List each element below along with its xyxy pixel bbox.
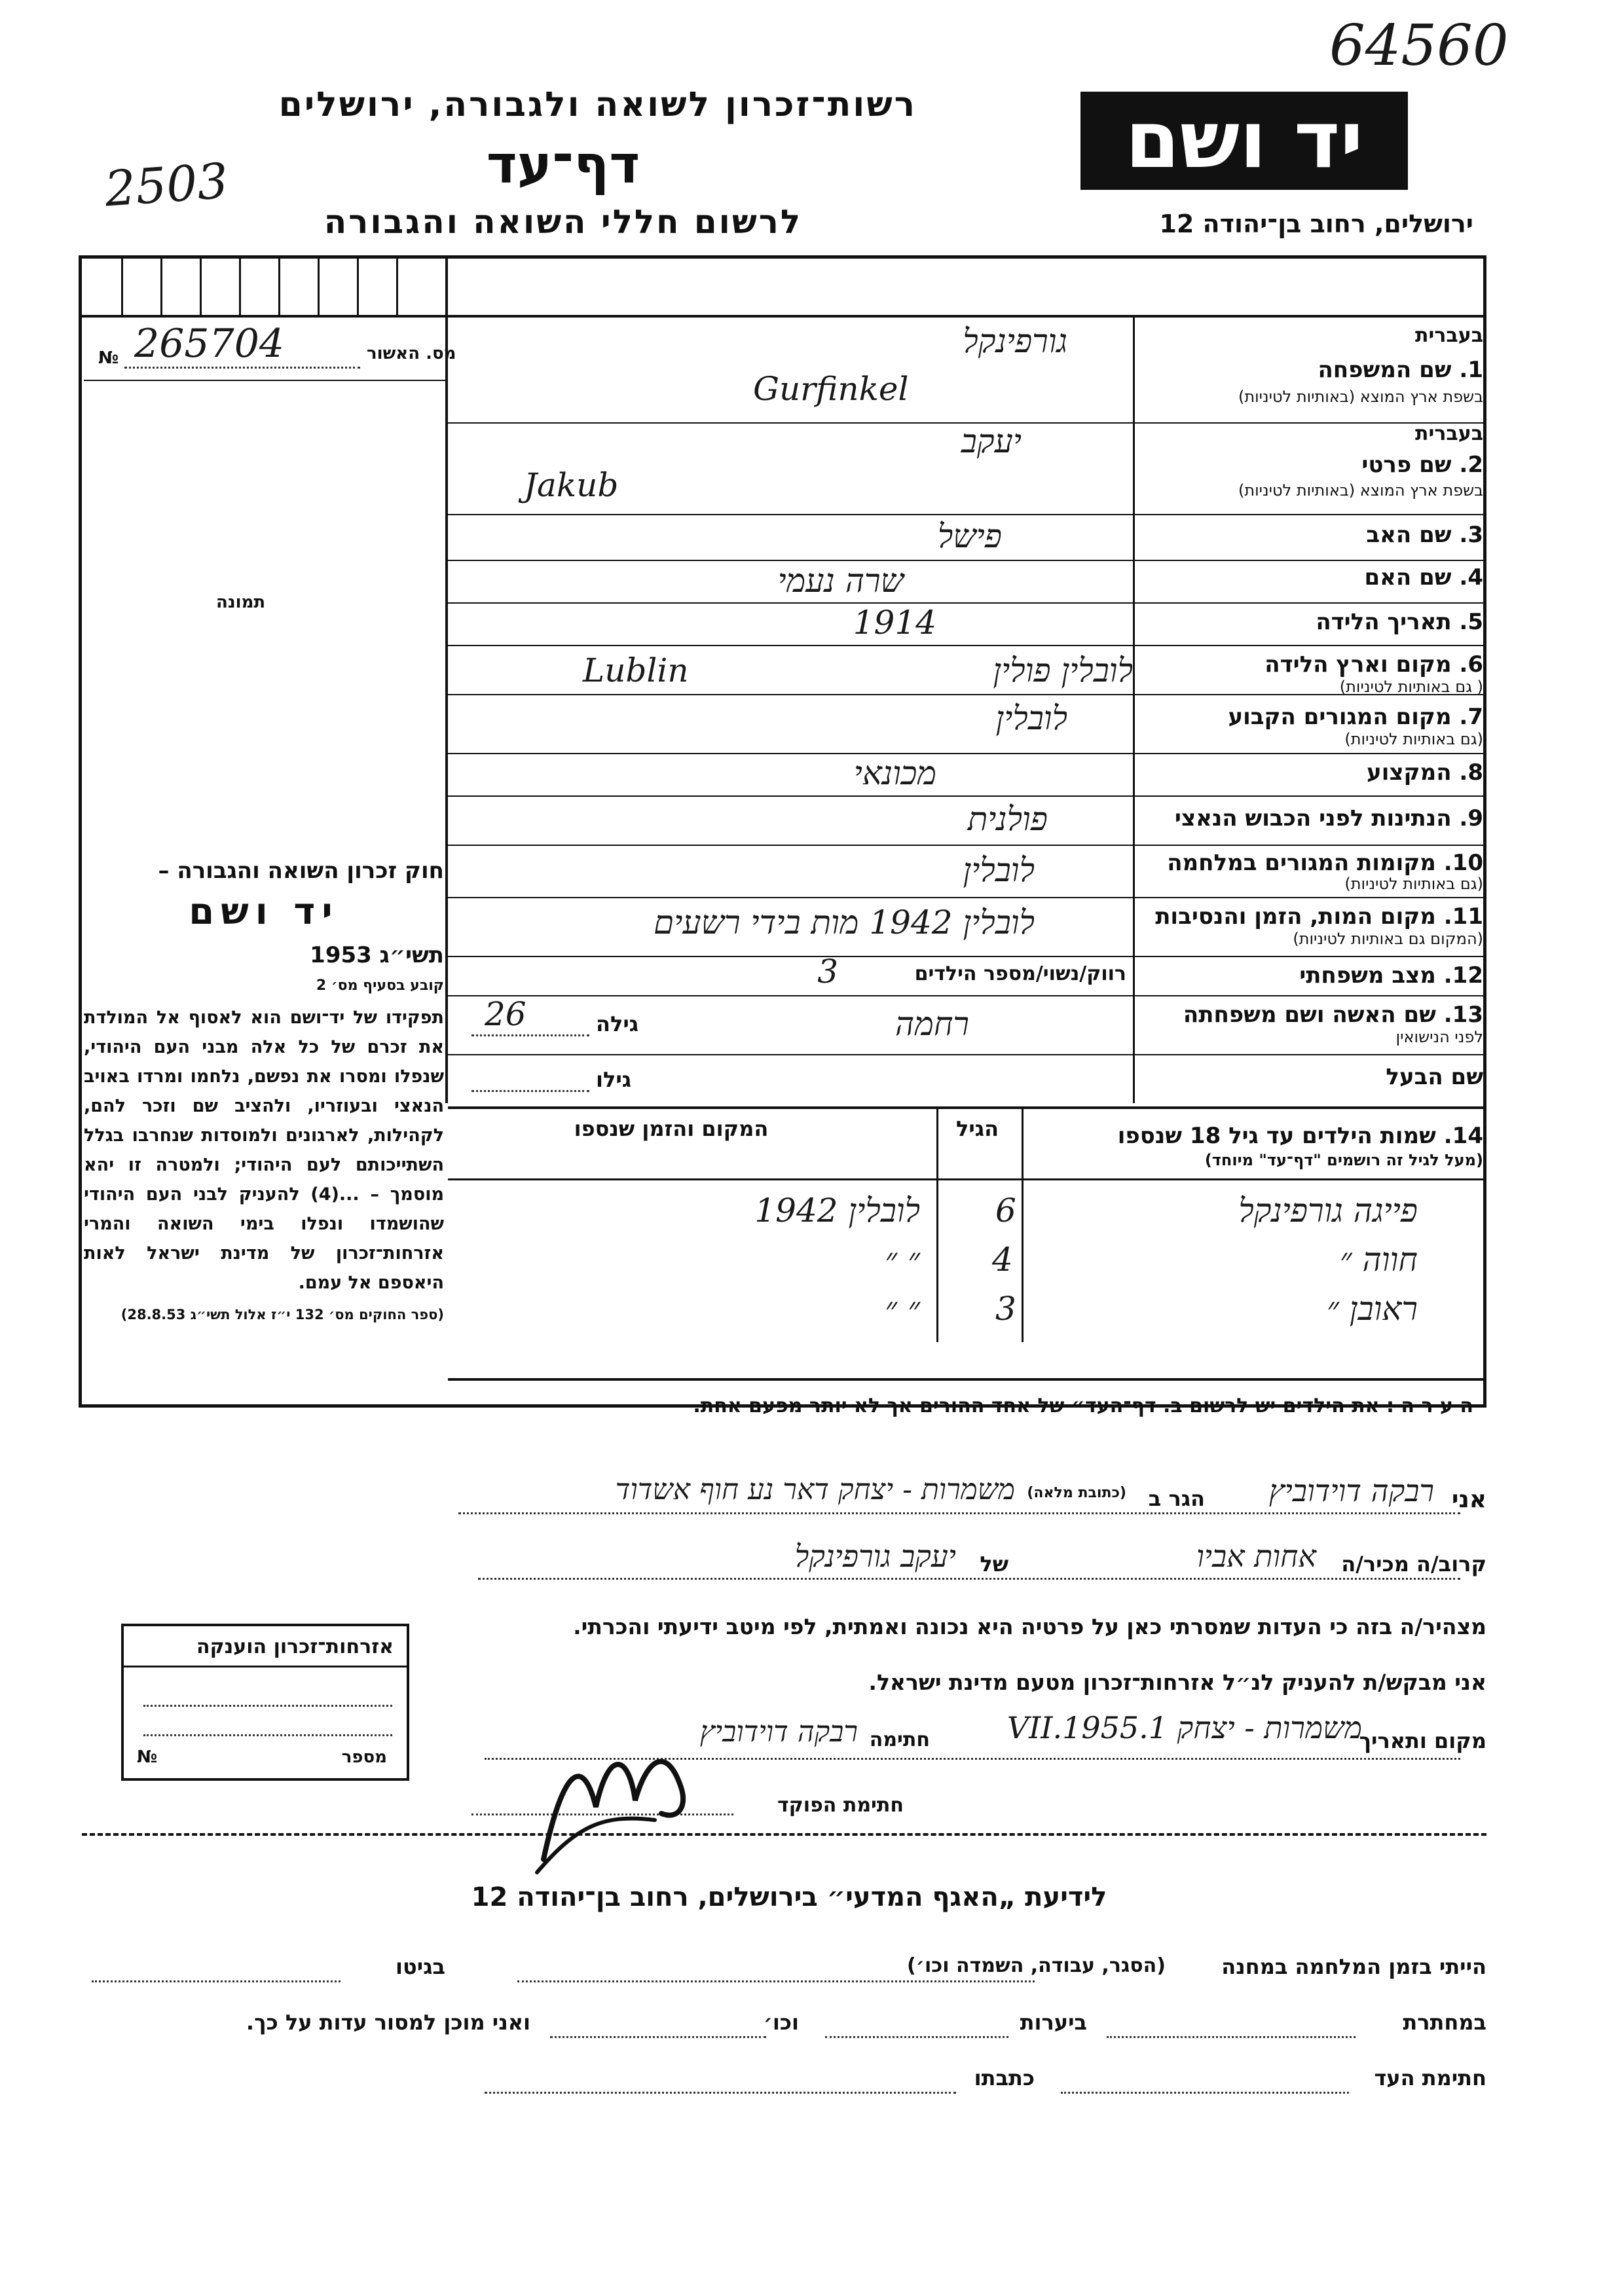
field-3-label [1366, 522, 1483, 548]
children-table-header-line [448, 1178, 1483, 1180]
field-1-sub: בשפת ארץ המוצא (באותיות לטיניות) [1238, 388, 1483, 406]
husband-label: שם הבעל [1386, 1064, 1483, 1090]
child-name[interactable]: ראובן ״ [1326, 1290, 1418, 1328]
field-1-label-text: שם המשפחה [1318, 357, 1452, 383]
field-10-num: 10. [1443, 850, 1483, 876]
officer-signature-label: חתימת הפוקד [777, 1794, 904, 1817]
form-title: דף־עד [486, 134, 640, 195]
row-separator [448, 1054, 1483, 1055]
field-2-label [1361, 452, 1483, 478]
column-divider [445, 259, 448, 1103]
officer-signature-scribble [524, 1728, 720, 1879]
children-col-place: המקום והזמן שנספו [574, 1116, 769, 1141]
row-separator [448, 602, 1483, 604]
law-body: תפקידו של יד־ושם הוא לאסוף אל המולדת את זכרם של כל אלה מבני העם היהודי, שנפלו ומסרו את נפשם, נלחמו ומרדו באויב הנאצי ובעוזריו, ולהציב שם וזכר להם, לקהילות, לארגונים ולמוסדות שנחרבו בגלל השתייכותם לעם היהודי; ולמטרה זו יהא מוסמך – ...(4) להעניק לבני העם היהודי שהושמדו ונפלו בימי השואה והמרי אזרחות־זכרון של מדינת ישראל לאות היאספם אל עמם. [84, 1008, 445, 1293]
field-10-label [1167, 850, 1483, 876]
field-7-num: 7. [1459, 704, 1483, 730]
law-year: תשי״ג 1953 [310, 942, 444, 968]
strip-cell [396, 259, 447, 315]
citizen-box-line [143, 1705, 392, 1707]
approval-divider [84, 380, 445, 381]
field-2-num: 2. [1459, 452, 1483, 478]
law-reference: (ספר החוקים מס׳ 132 י״ז אלול תשי״ג 28.8.53) [120, 1307, 444, 1322]
field-13-age-label: גילה [596, 1011, 639, 1036]
field-2-label-text: שם פרטי [1361, 452, 1452, 478]
yad-vashem-logo: יד ושם [1080, 92, 1408, 190]
field-4-label-text: שם האם [1364, 564, 1452, 591]
row-separator [448, 694, 1483, 695]
address-line [458, 1512, 1460, 1514]
field-9-num: 9. [1459, 805, 1483, 831]
row-separator [448, 753, 1483, 754]
approval-label: מס. האשור [367, 344, 456, 363]
field-13-label [1183, 1002, 1483, 1028]
field-1-hebrew-tag: בעברית [1415, 324, 1483, 347]
row-separator [448, 995, 1483, 996]
address-hint: (כתובת מלאה) [1027, 1485, 1126, 1501]
law-clause: קובע בסעיף מס׳ 2 [316, 977, 444, 994]
field-1-value-latin[interactable]: Gurfinkel [753, 370, 909, 408]
field-3-label-text: שם האב [1366, 522, 1452, 548]
field-3-num: 3. [1459, 522, 1483, 548]
field-13-age[interactable]: 26 [485, 995, 526, 1033]
ghetto-label: בגיטו [396, 1954, 445, 1979]
reference-number: 2503 [103, 153, 231, 218]
table-row [452, 1192, 1483, 1241]
children-note: ה ע ר ה : את הילדים יש לרשום ב. דף־העד״ של אחד ההורים אך לא יותר מפעם אחת. [693, 1394, 1473, 1417]
place-date-value[interactable]: משמרות - יצחק 1.VII.1955 [1006, 1710, 1362, 1745]
field-8-value[interactable]: מכונאי [853, 754, 936, 792]
residing-label: הגר ב [1148, 1486, 1205, 1511]
field-11-value[interactable]: לובלין 1942 מות בידי רשעים [654, 903, 1035, 941]
husband-age-label: גילו [596, 1067, 632, 1092]
husband-age-line [471, 1090, 589, 1092]
forests-line [825, 2036, 1008, 2038]
field-10-value[interactable]: לובלין [963, 851, 1035, 889]
field-13-sub: לפני הנישואין [1395, 1028, 1483, 1046]
field-3-value[interactable]: פישל [937, 517, 1002, 555]
section-divider [82, 1833, 1486, 1836]
field-7-value[interactable]: לובלין [995, 699, 1067, 737]
field-8-label-text: המקצוע [1367, 759, 1452, 786]
place-date-label: מקום ותאריך [1359, 1728, 1486, 1753]
age-line [471, 1034, 589, 1036]
field-12-value[interactable]: 3 [817, 953, 838, 991]
field-9-label [1175, 805, 1483, 831]
children-title [1118, 1123, 1483, 1149]
field-12-num: 12. [1443, 962, 1483, 989]
underground-line [1107, 2036, 1356, 2038]
declaration-i-label: אני [1451, 1486, 1486, 1513]
row-separator [448, 645, 1483, 646]
child-name[interactable]: פייגה גורפינקל [1238, 1192, 1418, 1230]
field-4-value[interactable]: שרה נעמי [777, 562, 904, 600]
children-title-text: שמות הילדים עד גיל 18 שנספו [1117, 1123, 1436, 1149]
children-num: 14. [1443, 1123, 1483, 1149]
field-6-num: 6. [1459, 651, 1483, 678]
declaration-statement: מצהיר/ה בזה כי העדות שמסרתי כאן על פרטיה היא נכונה ואמתית, לפי מיטב ידיעתי והכרתי. [573, 1614, 1486, 1639]
children-rows [452, 1192, 1483, 1342]
citizen-box-number-label: מספר [341, 1747, 387, 1767]
children-table-top [448, 1106, 1483, 1109]
field-6-value-latin[interactable]: Lublin [583, 651, 689, 689]
relation-of-value[interactable]: יעקב גורפינקל [794, 1539, 956, 1574]
field-12-label [1299, 962, 1483, 989]
children-subtitle: (מעל לגיל זה רושמים "דף־עד" מיוחד) [1204, 1151, 1483, 1169]
etc-line [550, 2036, 766, 2038]
field-5-label [1316, 609, 1483, 635]
number-sign: № [98, 348, 119, 368]
citizenship-request: אני מבקש/ת להעניק לנ״ל אזרחות־זכרון מטעם מדינת ישראל. [868, 1669, 1486, 1695]
camp-types-label: (הסגר, עבודה, השמדה וכו׳) [906, 1954, 1166, 1977]
row-separator [448, 845, 1483, 846]
camp-line-label: הייתי בזמן המלחמה במחנה [1221, 1954, 1486, 1979]
field-1-label [1318, 357, 1483, 383]
etc-label: וכו׳ [763, 2010, 799, 2035]
scientific-dept-title: לידיעת „האגף המדעי״ בירושלים, רחוב בן־יהודה 12 [471, 1882, 1107, 1912]
child-age[interactable]: 3 [995, 1290, 1016, 1328]
strip-cell [357, 259, 398, 315]
child-place[interactable]: ״ ״ [885, 1241, 920, 1279]
row-separator [448, 897, 1483, 898]
field-11-num: 11. [1443, 903, 1483, 930]
field-2-sub: בשפת ארץ המוצא (באותיות לטיניות) [1238, 481, 1483, 500]
field-2-value-hebrew[interactable]: יעקב [961, 422, 1022, 460]
field-7-sub: (גם באותיות לטיניות) [1344, 730, 1483, 748]
field-7-label [1228, 704, 1483, 730]
witness-address-line [485, 2092, 956, 2094]
citizen-box-line [143, 1734, 392, 1736]
ghetto-line [92, 1980, 341, 1982]
witness-signature-line [1061, 2092, 1349, 2094]
child-place[interactable]: לובלין 1942 [754, 1192, 920, 1230]
table-row [452, 1290, 1483, 1339]
field-4-label [1364, 564, 1483, 591]
field-8-label [1367, 759, 1483, 786]
witness-address-label: כתבתו [974, 2066, 1035, 2090]
field-1-num: 1. [1459, 357, 1483, 383]
citizen-box-number-sign: № [137, 1747, 158, 1767]
declarant-name[interactable]: רבקה דוידוביץ [1268, 1473, 1434, 1508]
camp-line [517, 1980, 1035, 1982]
child-age[interactable]: 4 [992, 1241, 1013, 1279]
field-5-label-text: תאריך הלידה [1316, 609, 1452, 635]
field-2-value-latin[interactable]: Jakub [524, 466, 619, 504]
field-12-label-text: מצב משפחתי [1299, 962, 1436, 989]
field-8-num: 8. [1459, 759, 1483, 786]
law-name: יד ושם [189, 890, 339, 933]
child-name[interactable]: חווה ״ [1339, 1241, 1418, 1279]
field-9-label-text: הנתינות לפני הכבוש הנאצי [1174, 805, 1452, 831]
testimony-willing-label: ואני מוכן למסור עדות על כך. [246, 2010, 530, 2035]
field-5-num: 5. [1459, 609, 1483, 635]
field-6-label-text: מקום וארץ הלידה [1264, 651, 1452, 678]
top-strip [82, 259, 1483, 318]
row-separator [448, 956, 1483, 957]
row-separator [448, 560, 1483, 561]
underground-label: במחתרת [1403, 2010, 1486, 2035]
field-11-label-text: מקום המות, הזמן והנסיבות [1155, 903, 1436, 930]
field-13-value[interactable]: רחמה [895, 1005, 969, 1043]
relation-label: קרוב/ה מכיר/ה [1341, 1552, 1486, 1576]
field-7-label-text: מקום המגורים הקבוע [1228, 704, 1452, 730]
field-10-sub: (גם באותיות לטיניות) [1344, 875, 1483, 893]
field-10-label-text: מקומות המגורים במלחמה [1167, 850, 1436, 876]
photo-label: תמונה [216, 592, 266, 612]
strip-cell [200, 259, 241, 315]
field-13-label-text: שם האשה ושם משפחתה [1183, 1002, 1436, 1028]
relation-line [478, 1578, 1460, 1580]
field-6-sub: ( גם באותיות לטיניות) [1339, 678, 1483, 696]
field-1-value-hebrew[interactable]: גורפינקל [963, 322, 1067, 360]
organization-line: רשות־זכרון לשואה ולגבורה, ירושלים [278, 85, 917, 124]
field-2-hebrew-tag: בעברית [1415, 422, 1483, 445]
notes-separator [448, 1378, 1483, 1381]
citizen-box-divider [124, 1666, 407, 1667]
row-separator [448, 514, 1483, 515]
field-13-num: 13. [1443, 1002, 1483, 1028]
row-separator [448, 795, 1483, 797]
strip-cell [278, 259, 320, 315]
field-6-label [1264, 651, 1483, 678]
field-11-label [1155, 903, 1483, 930]
strip-cell [121, 259, 162, 315]
form-subtitle: לרשום חללי השואה והגבורה [323, 203, 803, 241]
field-4-num: 4. [1459, 564, 1483, 591]
archive-number: 64560 [1329, 13, 1509, 79]
witness-signature-label: חתימת העד [1374, 2066, 1486, 2090]
approval-number: 265704 [134, 321, 285, 367]
child-age[interactable]: 6 [995, 1192, 1016, 1230]
field-6-value-hebrew[interactable]: לובלין פולין [993, 651, 1133, 689]
field-9-value[interactable]: פולנית [967, 800, 1048, 838]
signature-label: חתימה [869, 1728, 930, 1751]
organization-address: ירושלים, רחוב בן־יהודה 12 [1159, 210, 1473, 238]
signature-value[interactable]: רבקה דוידוביץ [699, 1715, 858, 1749]
child-place[interactable]: ״ ״ [885, 1290, 920, 1328]
law-title: חוק זכרון השואה והגבורה – [158, 858, 444, 884]
citizen-box-title: אזרחות־זכרון הוענקה [196, 1635, 394, 1658]
children-col-age: הגיל [956, 1116, 999, 1141]
table-row [452, 1241, 1483, 1290]
of-label: של [980, 1552, 1008, 1576]
relation-value[interactable]: אחות אביו [1196, 1539, 1316, 1574]
field-11-sub: (המקום גם באותיות לטיניות) [1293, 930, 1483, 948]
strip-cell [160, 259, 202, 315]
approval-number-line [124, 367, 360, 369]
label-column-divider [1133, 318, 1135, 1103]
field-12-mid: רווק/נשוי/מספר הילדים [914, 962, 1126, 985]
declarant-address[interactable]: משמרות - יצחק דאר נע חוף אשדוד [615, 1473, 1015, 1506]
memorial-citizenship-box [121, 1624, 409, 1781]
strip-cell [318, 259, 359, 315]
forests-label: ביערות [1020, 2010, 1087, 2035]
law-excerpt [84, 858, 444, 1322]
field-5-value[interactable]: 1914 [853, 604, 936, 642]
strip-cell [82, 259, 123, 315]
strip-cell [239, 259, 280, 315]
